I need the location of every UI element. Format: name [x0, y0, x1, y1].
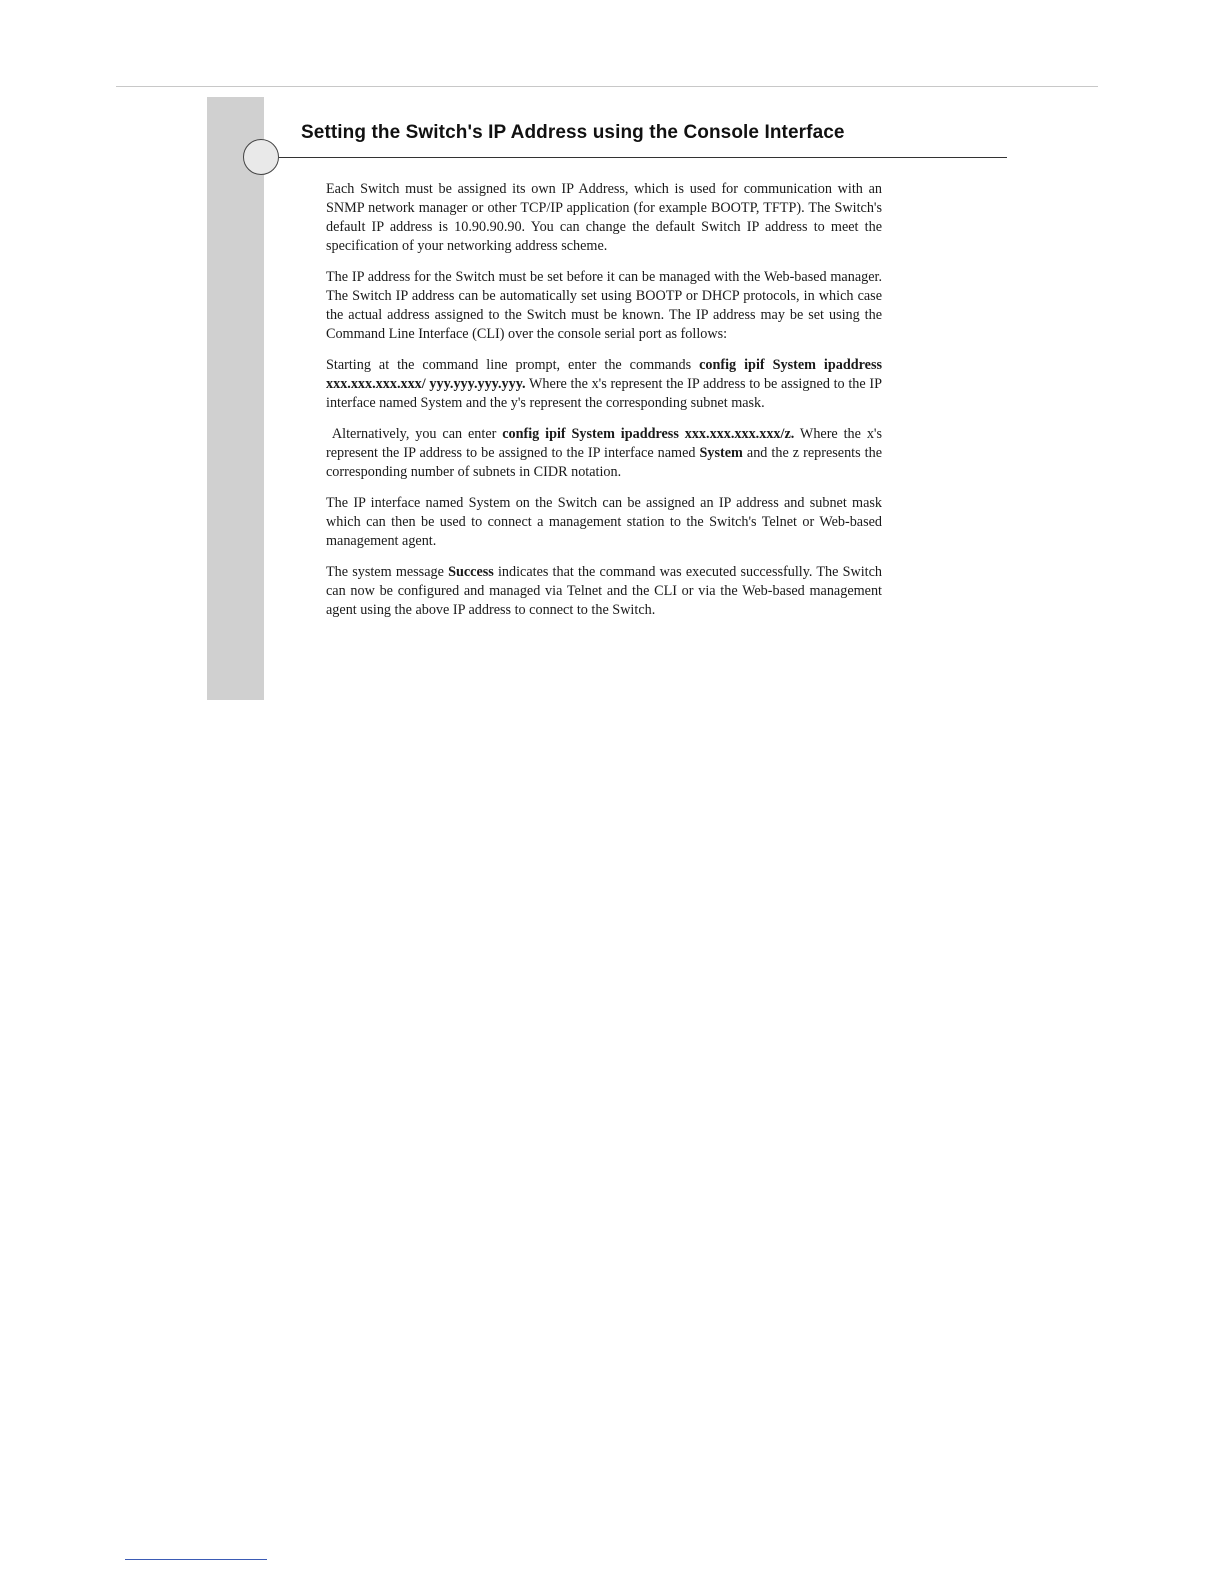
heading-underline: [279, 157, 1007, 158]
paragraph-5: The IP interface named System on the Switch can be assigned an IP address and subnet mask which can then be used to connect a management station to the Switch's Telnet or Web-based management agent.: [326, 495, 882, 549]
success-message: Success: [448, 564, 494, 580]
interface-name-system: System: [699, 445, 743, 461]
paragraph-1: Each Switch must be assigned its own IP Address, which is used for communication with an SNMP network manager or other TCP/IP application (for example BOOTP, TFTP). The Switch's default IP address is 10.90.90.90. You can change the default Switch IP address to meet the specification of your networking address scheme.: [326, 181, 882, 254]
command-config-ipif-cidr: config ipif System ipaddress xxx.xxx.xxx.xxx/z.: [502, 426, 795, 442]
paragraph-3-text-2: Where the x's represent the IP address to be assigned to the IP interface named System and the y's represent the corresponding subnet mask.: [326, 376, 882, 411]
sidebar-gray-band: [207, 97, 264, 700]
paragraph-4-text-1: Alternatively, you can enter: [331, 426, 503, 442]
section-body: [326, 180, 882, 632]
paragraph-4-text-2: Where the x's represent the IP address to be assigned to the IP interface named: [326, 426, 882, 461]
paragraph-3: [326, 356, 882, 413]
section-title: Setting the Switch's IP Address using the Console Interface: [301, 122, 845, 143]
paragraph-3-text-1: Starting at the command line prompt, enter the commands: [326, 357, 700, 373]
top-divider: [116, 86, 1098, 87]
paragraph-2: The IP address for the Switch must be set before it can be managed with the Web-based manager. The Switch IP address can be automatically set using BOOTP or DHCP protocols, in which case the actual address assigned to the Switch must be known. The IP address may be set using the Command Line Interface (CLI) over the console serial port as follows:: [326, 269, 882, 342]
paragraph-6-text-2: indicates that the command was executed successfully. The Switch can now be configured and managed via Telnet and the CLI or via the Web-based management agent using the above IP address to connect to the Switch.: [326, 564, 882, 618]
paragraph-6: [326, 563, 882, 620]
command-config-ipif-netmask: config ipif System ipaddress xxx.xxx.xxx.xxx/ yyy.yyy.yyy.yyy.: [326, 357, 882, 392]
paragraph-6-text-1: The system message: [326, 564, 449, 580]
section-circle-icon: [243, 139, 279, 175]
footnote-divider: [125, 1559, 267, 1560]
paragraph-4-text-3: and the z represents the corresponding number of subnets in CIDR notation.: [326, 445, 882, 480]
paragraph-4: [326, 425, 882, 482]
